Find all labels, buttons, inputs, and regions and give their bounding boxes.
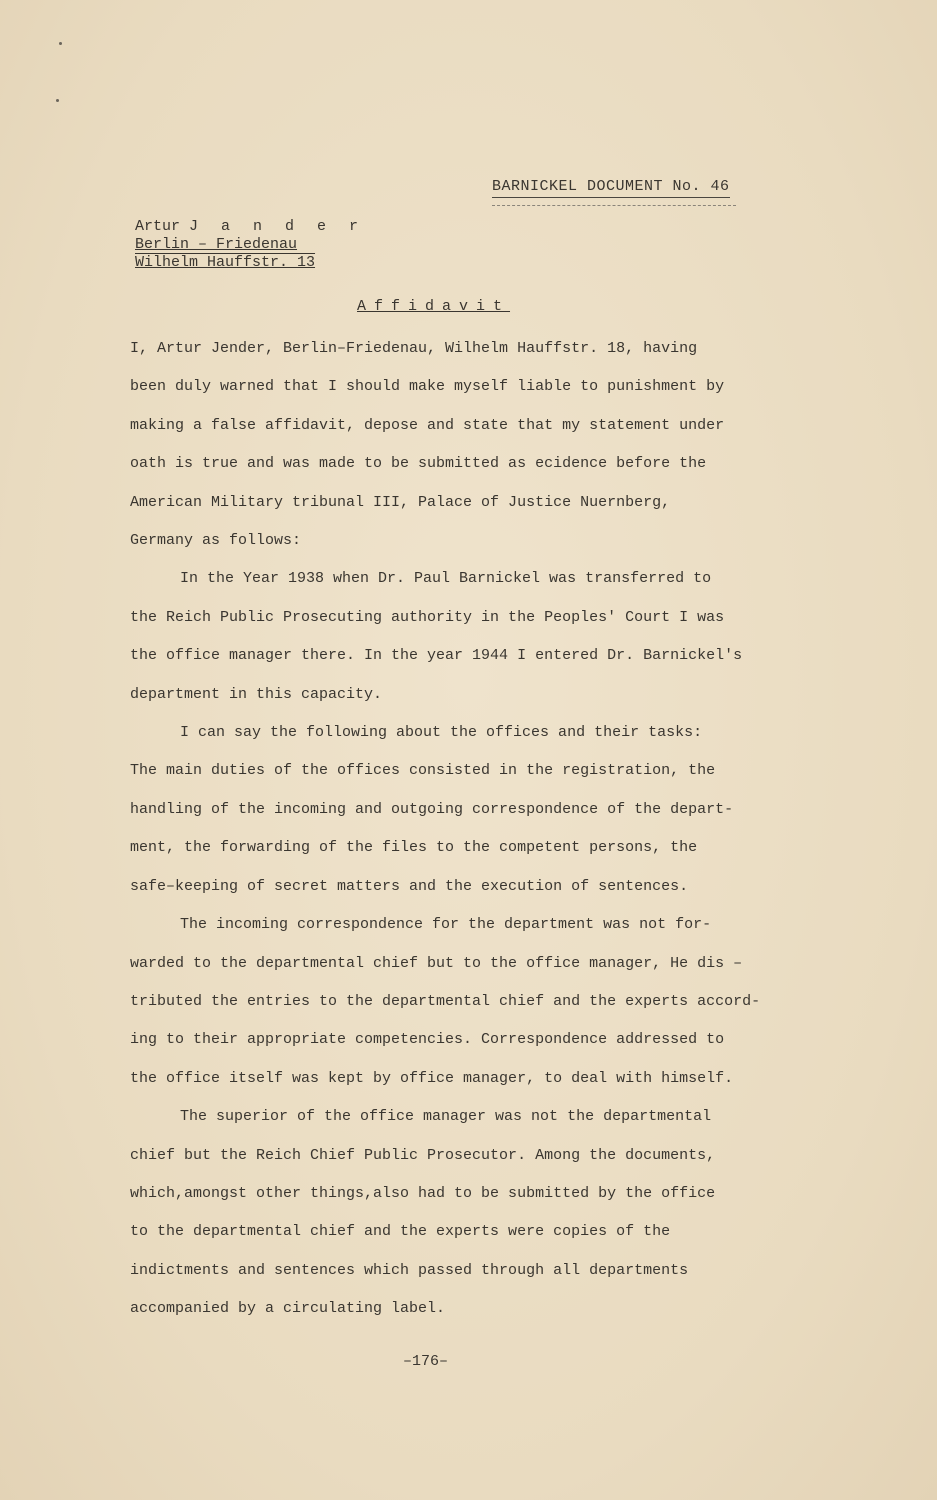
document-number-rule xyxy=(492,205,736,206)
paragraph-1: I, Artur Jender, Berlin–Friedenau, Wilhelm Hauffstr. 18, having been duly warned that I should make myself liable to punishment by making a false affidavit, depose and state that my statement under oath is true and was made to be submitted as ecidence before the American Military tribunal III, Palace of Justice Nuernberg, Germany as follows: xyxy=(130,340,725,550)
sender-address xyxy=(135,218,365,272)
paragraph-5: The superior of the office manager was not the departmental chief but the Reich Chief Public Prosecutor. Among the documents, which,amongst other things,also had to be submitted by the office to the departmental chief and the experts were copies of the indictments and sentences which passed through all departments accompanied by a circulating label. xyxy=(130,1108,716,1318)
affidavit-title: Affidavit xyxy=(357,298,511,315)
paper-speck xyxy=(59,42,62,45)
sender-city: Berlin – Friedenau xyxy=(135,236,298,253)
page-number: –176– xyxy=(403,1353,449,1370)
sender-last-name: J a n d e r xyxy=(189,218,366,235)
paragraph-3: I can say the following about the offices and their tasks: The main duties of the offices consisted in the registration, the handling of the incoming and outgoing correspondence of the depart- ment, the forwarding of the files to the competent persons, the safe–keeping of secret matters and the execution of sentences. xyxy=(130,724,734,895)
affidavit-body xyxy=(130,330,810,1329)
paragraph-4: The incoming correspondence for the department was not for- warded to the departmental chief but to the office manager, He dis – tributed the entries to the departmental chief and the experts accord- ing to their appropriate competencies. Correspondence addressed to the office itself was kept by office manager, to deal with himself. xyxy=(130,916,761,1087)
paper-speck xyxy=(56,99,59,102)
paragraph-2: In the Year 1938 when Dr. Paul Barnickel was transferred to the Reich Public Prosecuting authority in the Peoples' Court I was the office manager there. In the year 1944 I entered Dr. Barnickel's department in this capacity. xyxy=(130,570,743,703)
document-number: BARNICKEL DOCUMENT No. 46 xyxy=(492,178,730,198)
sender-first-name: Artur xyxy=(135,218,181,235)
sender-street: Wilhelm Hauffstr. 13 xyxy=(135,254,316,271)
sender-name-line xyxy=(135,218,365,236)
